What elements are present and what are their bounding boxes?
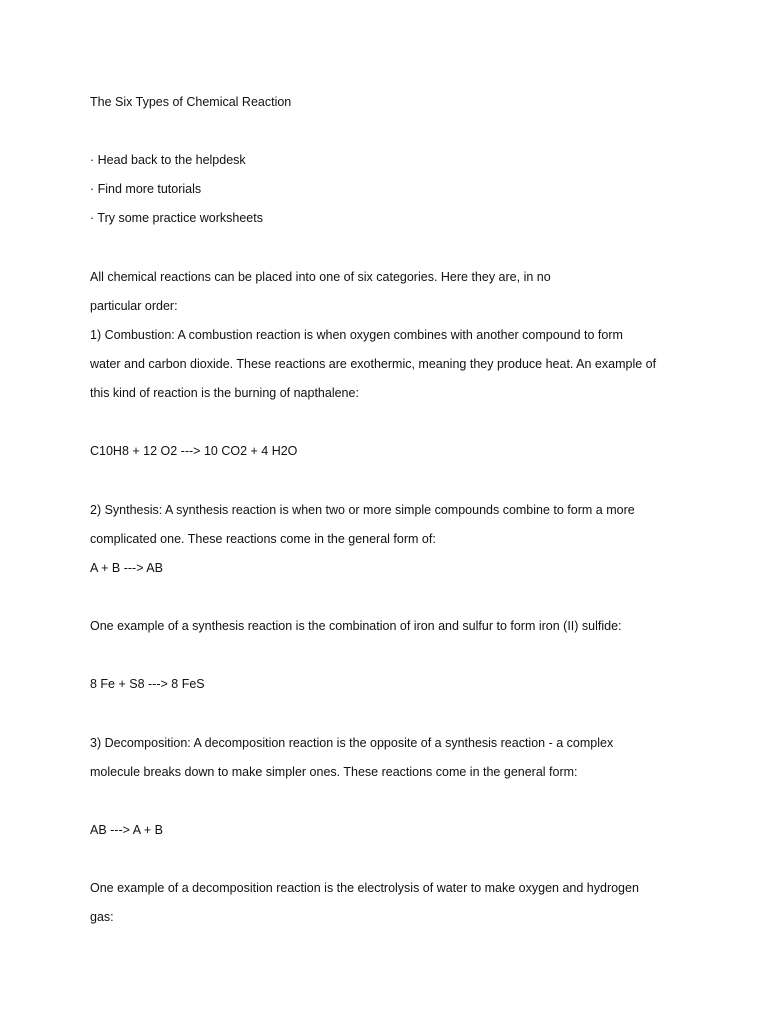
decomposition-line-1: 3) Decomposition: A decomposition reaction is the opposite of a synthesis reaction - a complex xyxy=(90,736,614,750)
intro-line-1: All chemical reactions can be placed into one of six categories. Here they are, in no xyxy=(90,270,551,284)
decomposition-line-2: molecule breaks down to make simpler ones. These reactions come in the general form: xyxy=(90,765,578,779)
synthesis-line-1: 2) Synthesis: A synthesis reaction is when two or more simple compounds combine to form a more xyxy=(90,503,635,517)
decomposition-example-line-2: gas: xyxy=(90,910,114,924)
document-title: The Six Types of Chemical Reaction xyxy=(90,95,292,109)
link-worksheets[interactable]: · Try some practice worksheets xyxy=(90,211,263,225)
synthesis-example-intro: One example of a synthesis reaction is the combination of iron and sulfur to form iron (II) sulfide: xyxy=(90,619,622,633)
combustion-line-3: this kind of reaction is the burning of napthalene: xyxy=(90,386,359,400)
synthesis-equation: 8 Fe + S8 ---> 8 FeS xyxy=(90,677,205,691)
link-helpdesk[interactable]: · Head back to the helpdesk xyxy=(90,153,246,167)
combustion-line-2: water and carbon dioxide. These reactions are exothermic, meaning they produce heat. An example of xyxy=(90,357,657,371)
synthesis-general-form: A + B ---> AB xyxy=(90,561,163,575)
intro-line-2: particular order: xyxy=(90,299,178,313)
synthesis-line-2: complicated one. These reactions come in the general form of: xyxy=(90,532,436,546)
decomposition-general-form: AB ---> A + B xyxy=(90,823,163,837)
combustion-line-1: 1) Combustion: A combustion reaction is when oxygen combines with another compound to form xyxy=(90,328,623,342)
combustion-equation: C10H8 + 12 O2 ---> 10 CO2 + 4 H2O xyxy=(90,444,298,458)
decomposition-example-line-1: One example of a decomposition reaction is the electrolysis of water to make oxygen and hydrogen xyxy=(90,881,639,895)
link-tutorials[interactable]: · Find more tutorials xyxy=(90,182,202,196)
